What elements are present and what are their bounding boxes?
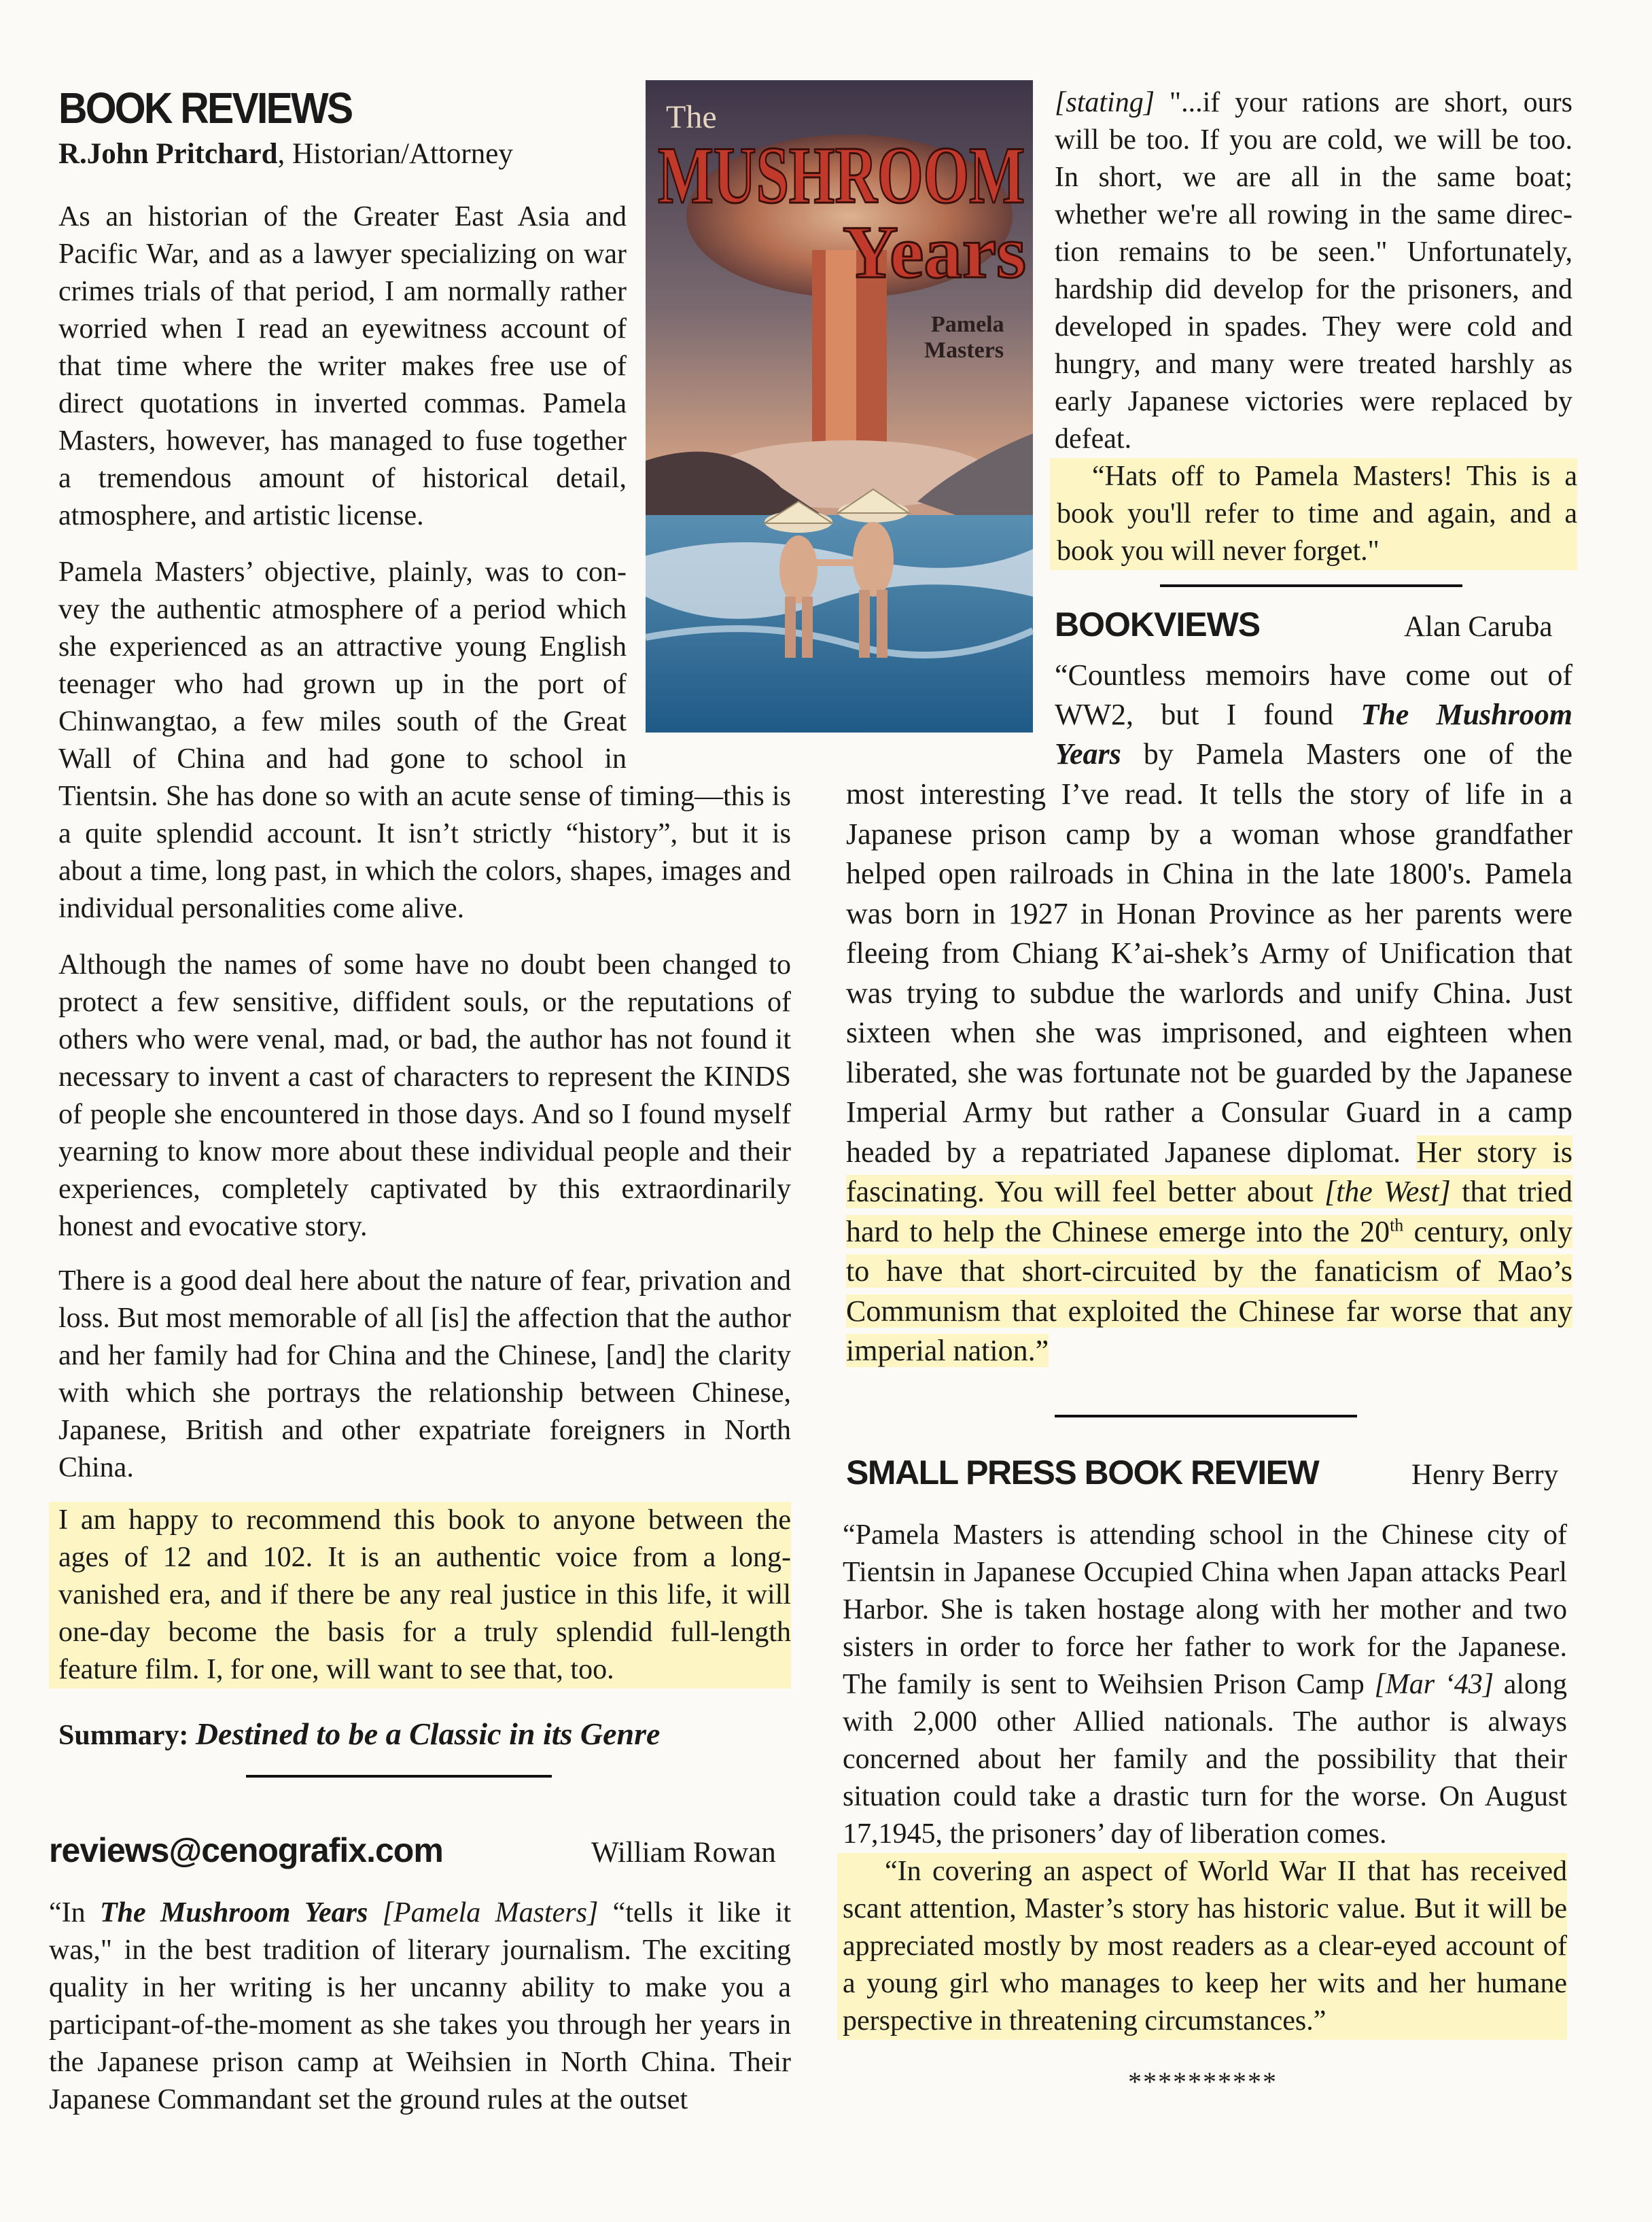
text-run: "...if your rations are short, ours [1169, 87, 1572, 118]
reviewer-role: , Historian/Attorney [277, 138, 513, 170]
small-press-paragraph-1 [843, 1517, 1567, 1853]
text-line: Pamela Masters’ objective, plainly, was to con- [58, 557, 627, 588]
highlighted-text [846, 1135, 1572, 1368]
review-paragraph-3: Although the names of some have no doubt been changed to protect a few sensitive, diffident souls, or the reputations of others who were venal, mad, or bad, the author has not found it necessary to invent a cast of characters to represent the KINDS of people she encountered in those days. And so I found myself yearning to know more about these individual people and their experiences, completely captivated by this extraordinarily honest and evocative story. [58, 949, 791, 1242]
text-line: vey the authentic atmosphere of a period which [58, 594, 627, 625]
text-line: will be too. If you are cold, we will be too. [1055, 124, 1572, 156]
book-title: The Mushroom [1360, 698, 1572, 731]
text-line: Wall of China and had gone to school in [58, 743, 627, 775]
text-run-italic: [stating] [1055, 87, 1155, 118]
reviewer-byline-rowan: William Rowan [591, 1837, 776, 1869]
text-line: defeat. [1055, 423, 1132, 455]
text-run: “tells it like it was," in the best tradition of literary journalism. The exciting quality in her writing is her uncanny ability to make you a participant-of-the-moment as she takes you through her years in the Japanese prison camp at Weihsien in North China. Their Japanese Commandant set the ground rules at the outset [49, 1897, 792, 2115]
text-line: “Countless memoirs have come out of [1055, 658, 1572, 692]
section-divider [1055, 1415, 1357, 1417]
reviewer-byline [58, 137, 513, 171]
cover-the-text: The [666, 99, 717, 135]
cover-years-text: Years [843, 211, 1026, 294]
bookviews-opening-lines [1055, 656, 1572, 774]
review-paragraph-5-highlighted: I am happy to recommend this book to anyone between the ages of 12 and 102. It is an authentic voice from a long-vanished era, and if there be any real justice in this life, it will one-day become the basis for a truly splendid full-length feature film. I, for one, will want to see that, too. [49, 1502, 791, 1689]
text-line: developed in spades. They were cold and [1055, 311, 1572, 342]
reviewer-byline-berry: Henry Berry [1411, 1459, 1559, 1491]
cover-author-first: Pamela [931, 312, 1004, 337]
review-cenografix-paragraph [49, 1894, 791, 2119]
review-paragraph-2-wrap-lines [58, 554, 627, 778]
text-run-italic: [Mar ‘43] [1374, 1669, 1494, 1700]
text-line: “Hats off to Pamela Masters! This is a [1092, 461, 1577, 492]
text-run: WW2, but I found [1055, 698, 1361, 731]
text-run: Her story is fascinating. You will feel better about [846, 1135, 1572, 1208]
text-line: book you will never forget." [1057, 535, 1379, 567]
reviewer-byline-caruba: Alan Caruba [1404, 611, 1553, 643]
text-run: “Pamela Masters is attending school in the Chinese city of Tientsin in Japanese Occupied China when Japan attacks Pearl Harbor. She is taken hostage along with her mother and two sisters in order to force her father to work for the Japanese. The family is sent to Weihsien Prison Camp [843, 1519, 1567, 1700]
cover-author-last: Masters [924, 338, 1004, 363]
text-run: century, only to have that short-circuited by the fanaticism of Mao’s Communism that exploited the Chinese far worse that any imperial nation.” [846, 1214, 1572, 1367]
section-divider [1160, 584, 1462, 587]
text-run: by Pamela Masters one of the [1121, 737, 1572, 771]
end-stars: ********** [1128, 2066, 1278, 2097]
text-line: In short, we are all in the same boat; [1055, 162, 1572, 193]
text-run-italic: [the West] [1324, 1175, 1451, 1208]
text-line: hungry, and many were treated harshly as [1055, 349, 1572, 380]
text-line: hardship did develop for the prisoners, and [1055, 274, 1572, 305]
review-paragraph-4: There is a good deal here about the nature of fear, privation and loss. But most memorable of all [is] the affection that the author and her family had for China and the Chinese, [and] the clarity with which she portrays the relationship between Chinese, Japanese, British and other expatriate foreigners in North China. [58, 1265, 791, 1483]
rowan-quote-highlighted [1050, 458, 1577, 570]
superscript: th [1390, 1214, 1404, 1235]
text-line: she experienced as an attractive young English [58, 631, 627, 663]
section-heading-bookviews: BOOKVIEWS [1055, 605, 1261, 643]
review-paragraph-2-continued: Tientsin. She has done so with an acute sense of timing—this is a quite splendid account. It isn’t strictly “history”, but it is about a time, long past, in which the colors, shapes, images and individual personalities come alive. [58, 781, 791, 924]
section-heading-book-reviews: BOOK REVIEWS [58, 84, 352, 133]
review-paragraph-1: As an historian of the Greater East Asia and Pacific War, and as a lawyer specializing on war crimes trials of that period, I am normally rather worried when I read an eyewitness account of that time where the writer makes free use of direct quotations in inverted commas. Pamela Masters, however, has managed to fuse together a tremendous amount of historical detail, atmosphere, and artistic license. [58, 201, 627, 531]
book-title: Years [1055, 737, 1121, 771]
text-line [1055, 84, 1572, 122]
text-run-italic: [Pamela Masters] [368, 1897, 599, 1928]
book-cover-image [646, 80, 1033, 733]
text-line [1055, 735, 1572, 774]
text-line: Chinwangtao, a few miles south of the Great [58, 706, 627, 737]
text-line: whether we're all rowing in the same direc- [1055, 199, 1572, 230]
reviewer-name: R.John Pritchard [58, 138, 278, 170]
summary-label: Summary: [58, 1720, 196, 1751]
text-run: along with 2,000 other Allied nationals. The author is always concerned about her family and the possibility that their situation could take a drastic turn for the worse. On August 17,1945, the prisoners’ day of liberation comes. [843, 1669, 1568, 1850]
summary-text: Destined to be a Classic in its Genre [195, 1716, 661, 1751]
small-press-paragraph-2-highlighted: “In covering an aspect of World War II that has received scant attention, Master’s story has historic value. But it will be appreciated mostly by most readers as a clear-eyed account of a young girl who manages to keep her wits and her humane perspective in threatening circumstances.” [837, 1853, 1567, 2040]
section-heading-small-press: SMALL PRESS BOOK REVIEW [846, 1453, 1319, 1492]
text-line: tion remains to be seen." Unfortunately, [1055, 236, 1572, 268]
cover-title-text: MUSHROOM [658, 130, 1025, 220]
bookviews-paragraph [846, 775, 1572, 1371]
text-run: “In [49, 1897, 100, 1928]
text-line: book you'll refer to time and again, and a [1057, 498, 1577, 529]
section-divider [246, 1775, 552, 1778]
review-summary [58, 1716, 660, 1752]
text-run: most interesting I’ve read. It tells the story of life in a Japanese prison camp by a woman whose grandfather helped open railroads in China in the late 1800's. Pamela was born in 1927 in Honan Province as her parents were fleeing from Chiang K’ai-shek’s Army of Unification that was trying to subdue the warlords and unify China. Just sixteen when she was imprisoned, and eighteen when liberated, she was fortunate not be guarded by the Japanese Imperial Army but rather a Consular Guard in a camp headed by a repatriated Japanese diplomat. [846, 777, 1572, 1169]
text-line [1055, 695, 1572, 735]
book-title: The Mushroom Years [99, 1897, 368, 1928]
section-heading-cenografix: reviews@cenografix.com [49, 1831, 443, 1869]
rowan-review-continued [1055, 84, 1572, 458]
text-line: teenager who had grown up in the port of [58, 669, 627, 700]
text-run: that tried hard to help the Chinese emerge into the 20 [846, 1175, 1572, 1248]
text-line: early Japanese victories were replaced by [1055, 386, 1572, 417]
